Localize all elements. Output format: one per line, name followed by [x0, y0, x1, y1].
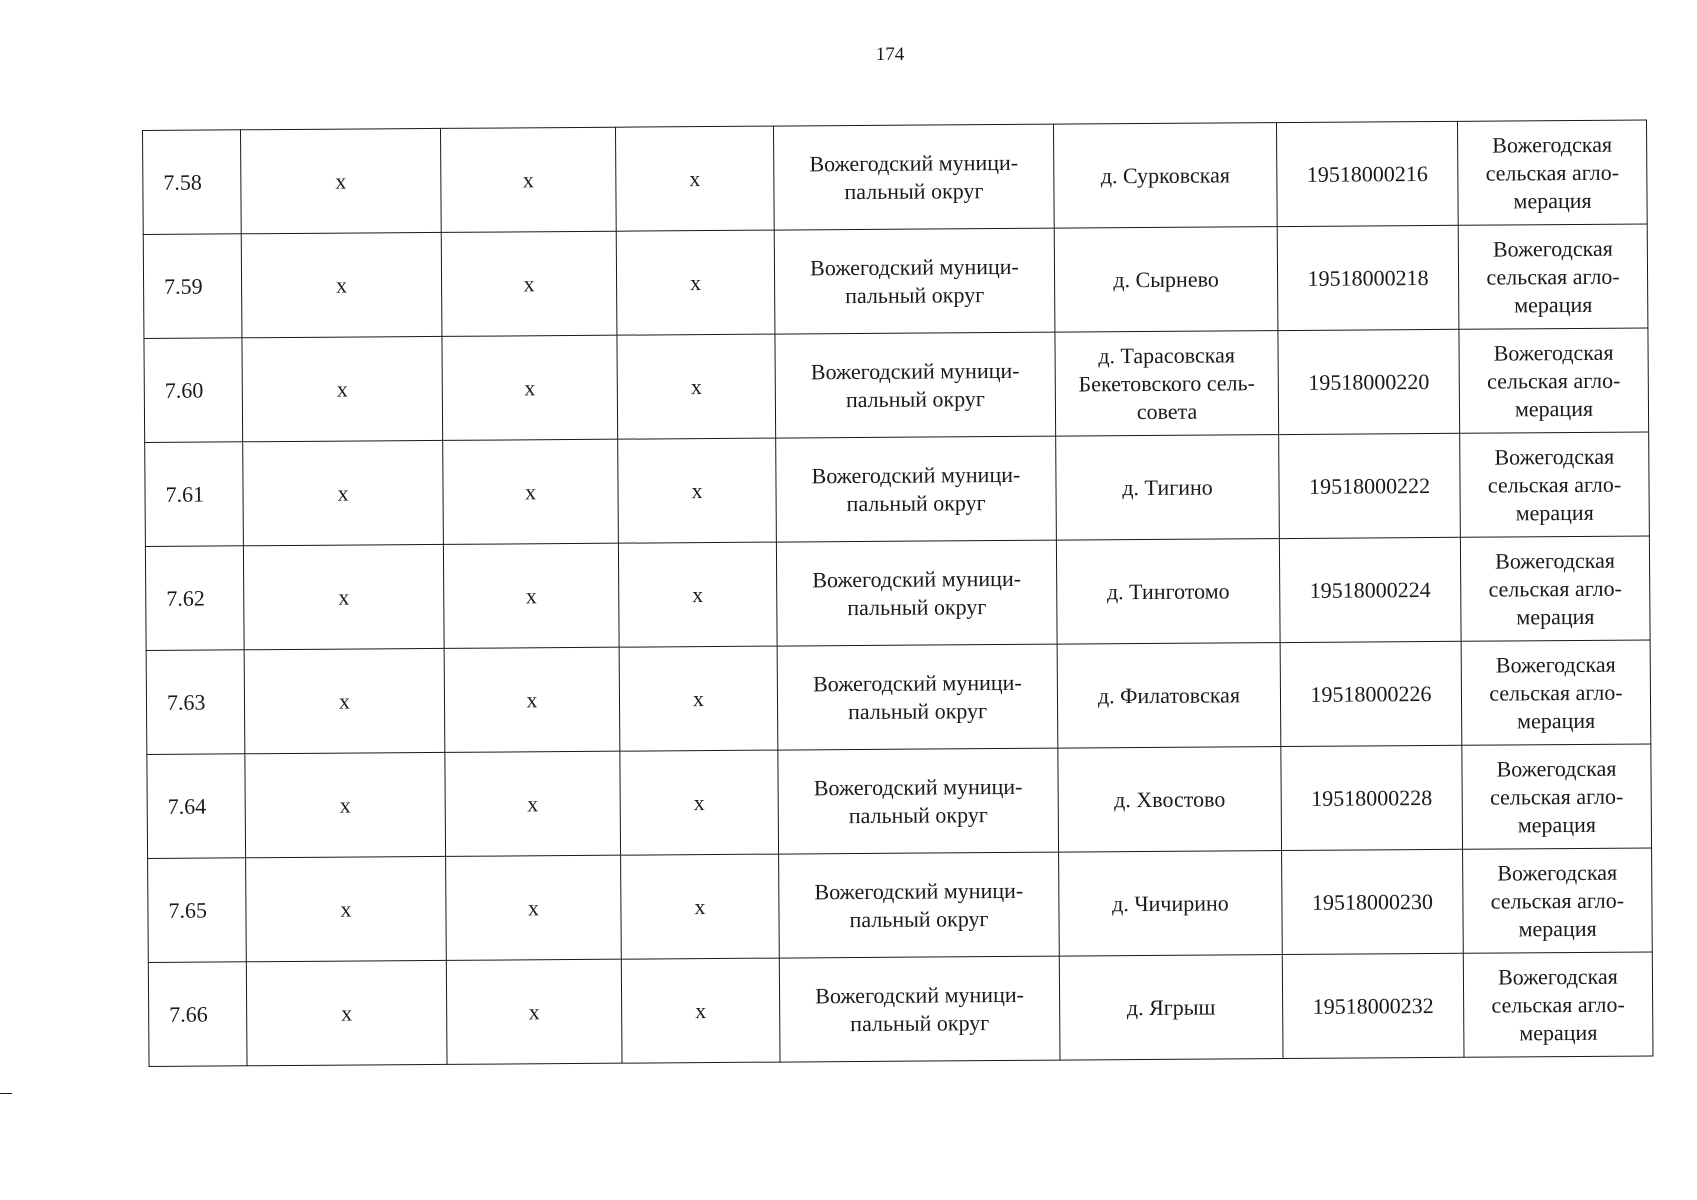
agglomeration-cell: Вожегодская сельская агло- мерация: [1460, 536, 1650, 641]
settlement-cell: д. Хвостово: [1058, 747, 1282, 853]
row-number: 7.61: [145, 442, 244, 547]
settlements-table-wrapper: [142, 119, 1654, 1066]
code-cell: 19518000218: [1277, 225, 1459, 330]
cell-column-2: х: [243, 440, 444, 545]
margin-mark: [0, 1093, 12, 1094]
settlements-table: [142, 119, 1654, 1066]
cell-column-3: х: [446, 855, 622, 960]
district-cell: Вожегодский муници- пальный округ: [776, 436, 1057, 542]
district-cell: Вожегодский муници- пальный округ: [776, 540, 1057, 646]
agglomeration-cell: Вожегодская сельская агло- мерация: [1462, 744, 1652, 849]
cell-column-4: х: [617, 334, 776, 439]
cell-column-2: х: [241, 232, 442, 337]
cell-column-3: х: [440, 127, 616, 232]
cell-column-2: х: [246, 856, 447, 961]
settlement-cell: д. Ягрыш: [1059, 955, 1283, 1061]
district-cell: Вожегодский муници- пальный округ: [779, 956, 1060, 1062]
cell-column-2: х: [243, 544, 444, 649]
table-row: [143, 224, 1648, 338]
cell-column-4: х: [618, 438, 777, 543]
district-cell: Вожегодский муници- пальный округ: [773, 124, 1054, 230]
cell-column-4: х: [621, 958, 780, 1063]
cell-column-3: х: [443, 439, 619, 544]
cell-column-4: х: [616, 230, 775, 335]
settlement-cell: д. Тигино: [1056, 435, 1280, 541]
agglomeration-cell: Вожегодская сельская агло- мерация: [1460, 432, 1650, 537]
agglomeration-cell: Вожегодская сельская агло- мерация: [1461, 640, 1651, 745]
district-cell: Вожегодский муници- пальный округ: [774, 228, 1055, 334]
agglomeration-cell: Вожегодская сельская агло- мерация: [1458, 224, 1648, 329]
cell-column-2: х: [245, 752, 446, 857]
row-number: 7.66: [148, 962, 247, 1067]
settlement-cell: д. Филатовская: [1057, 643, 1281, 749]
agglomeration-cell: Вожегодская сельская агло- мерация: [1463, 848, 1653, 953]
district-cell: Вожегодский муници- пальный округ: [778, 748, 1059, 854]
cell-column-3: х: [446, 959, 622, 1064]
district-cell: Вожегодский муници- пальный округ: [779, 852, 1060, 958]
cell-column-2: х: [244, 648, 445, 753]
table-row: [147, 744, 1652, 858]
cell-column-3: х: [445, 751, 621, 856]
row-number: 7.59: [143, 234, 242, 339]
cell-column-4: х: [621, 854, 780, 959]
cell-column-4: х: [615, 126, 774, 231]
cell-column-2: х: [242, 336, 443, 441]
table-row: [144, 328, 1649, 442]
row-number: 7.63: [146, 650, 245, 755]
code-cell: 19518000230: [1282, 849, 1464, 954]
settlement-cell: д. Чичирино: [1059, 851, 1283, 957]
cell-column-3: х: [441, 231, 617, 336]
cell-column-3: х: [444, 647, 620, 752]
district-cell: Вожегодский муници- пальный округ: [775, 332, 1056, 438]
table-row: [145, 432, 1650, 546]
agglomeration-cell: Вожегодская сельская агло- мерация: [1463, 952, 1653, 1057]
table-row: [143, 120, 1648, 234]
code-cell: 19518000216: [1276, 121, 1458, 226]
settlement-cell: д. Сурковская: [1053, 123, 1277, 229]
district-cell: Вожегодский муници- пальный округ: [777, 644, 1058, 750]
row-number: 7.65: [148, 858, 247, 963]
code-cell: 19518000226: [1280, 641, 1462, 746]
row-number: 7.60: [144, 338, 243, 443]
row-number: 7.64: [147, 754, 246, 859]
settlement-cell: д. Сырнево: [1054, 227, 1278, 333]
cell-column-2: х: [241, 128, 442, 233]
agglomeration-cell: Вожегодская сельская агло- мерация: [1459, 328, 1649, 433]
agglomeration-cell: Вожегодская сельская агло- мерация: [1457, 120, 1647, 225]
cell-column-4: х: [619, 646, 778, 751]
table-body: [143, 120, 1653, 1066]
table-row: [148, 848, 1653, 962]
code-cell: 19518000220: [1278, 329, 1460, 434]
code-cell: 19518000228: [1281, 745, 1463, 850]
row-number: 7.62: [145, 546, 244, 651]
cell-column-2: х: [246, 960, 447, 1065]
table-row: [145, 536, 1650, 650]
table-row: [146, 640, 1651, 754]
code-cell: 19518000232: [1282, 953, 1464, 1058]
page-number: 174: [875, 44, 905, 65]
cell-column-3: х: [442, 335, 618, 440]
cell-column-3: х: [443, 543, 619, 648]
settlement-cell: д. Тинготомо: [1056, 539, 1280, 645]
code-cell: 19518000222: [1279, 433, 1461, 538]
table-row: [148, 952, 1653, 1066]
code-cell: 19518000224: [1279, 537, 1461, 642]
cell-column-4: х: [620, 750, 779, 855]
row-number: 7.58: [143, 130, 242, 235]
cell-column-4: х: [618, 542, 777, 647]
settlement-cell: д. Тарасовская Бекетовского сель- совета: [1055, 331, 1279, 437]
